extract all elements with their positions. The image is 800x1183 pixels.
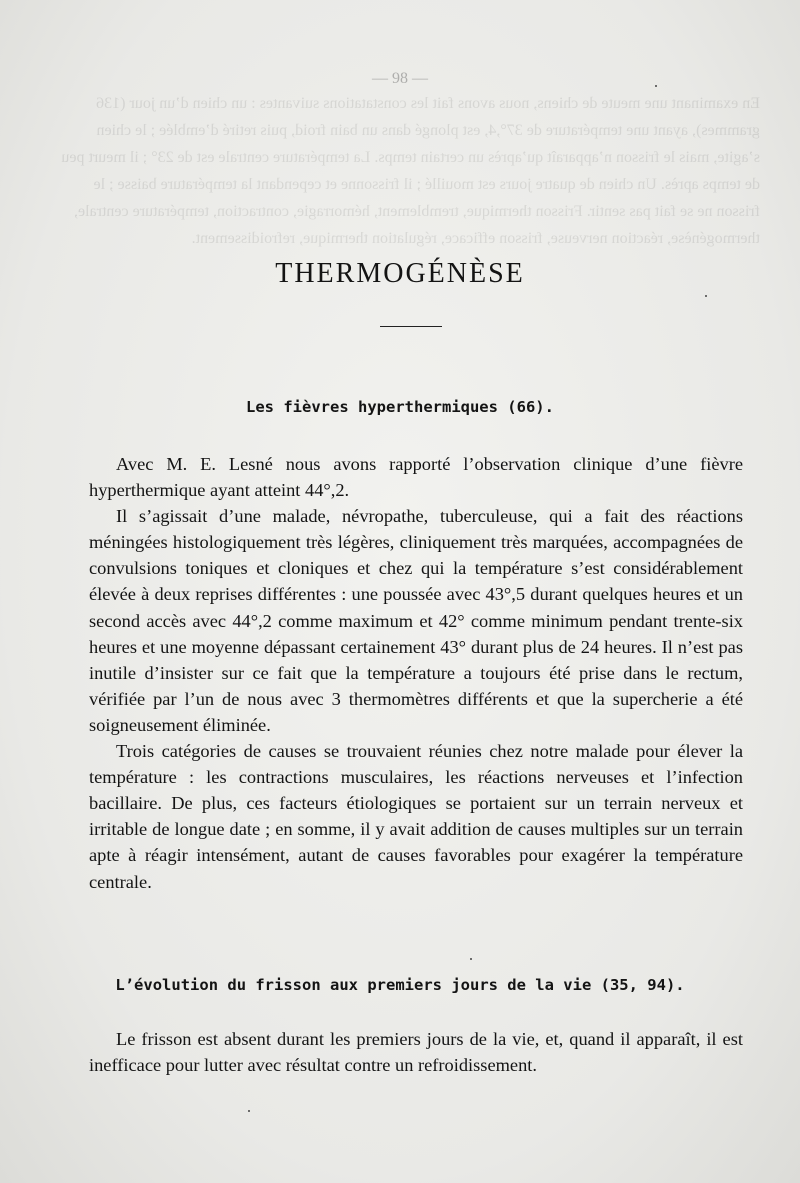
page-number: — 98 —	[372, 70, 428, 87]
paper-fleck	[705, 295, 707, 297]
paragraph: Le frisson est absent durant les premiers jours de la vie, et, quand il apparaît, il est inefficace pour lutter avec résultat contre un refroidissement.	[89, 1029, 743, 1076]
paper-fleck	[248, 1110, 250, 1112]
paper-fleck	[655, 85, 657, 87]
title-rule	[380, 326, 442, 327]
paper-fleck	[470, 958, 472, 960]
paragraph: Avec M. E. Lesné nous avons rapporté l’observation clinique d’une fièvre hyperthermique ayant atteint 44°,2.	[89, 454, 743, 501]
section-heading-frisson: L’évolution du frisson aux premiers jours de la vie (35, 94).	[115, 976, 685, 994]
section-body-frisson	[89, 1026, 743, 1078]
show-through-background: En examinant une meute de chiens, nous avons fait les constatations suivantes : un chien d’un jour (136 grammes), ayant une température de 37°,4, est plongé dans un bain froid, puis retiré d’emblée ; le chien s’agite, mais le frisson n’apparaît qu’après un certain temps. La température centrale est de 23° ; il meurt peu de temps après. Un chien de quatre jours est mouillé ; il frissonne et cependant la température baisse ; le frisson ne se fait pas sentir. Frisson thermique, tremblement, hémorragie, contraction, température centrale, thermogénèse, réaction nerveuse, frisson efficace, régulation thermique, refroidissement.	[61, 95, 760, 247]
chapter-title: THERMOGÉNÈSE	[275, 258, 525, 289]
paragraph: Trois catégories de causes se trouvaient réunies chez notre malade pour élever la température : les contractions musculaires, les réactions nerveuses et l’infection bacillaire. De plus, ces facteurs étiologiques se portaient sur un terrain nerveux et irritable de longue date ; en somme, il y avait addition de causes multiples sur un terrain apte à réagir intensément, autant de causes favorables pour exagérer la température centrale.	[89, 741, 743, 892]
paragraph: Il s’agissait d’une malade, névropathe, tuberculeuse, qui a fait des réactions méningées histologiquement très légères, cliniquement très marquées, accompagnées de convulsions toniques et cloniques et chez qui la température s’est considérablement élevée à deux reprises différentes : une poussée avec 43°,5 durant quelques heures et un second accès avec 44°,2 comme maximum et 42° comme minimum pendant trente-six heures et une moyenne dépassant certainement 43° durant plus de 24 heures. Il n’est pas inutile d’insister sur ce fait que la température a toujours été prise dans le rectum, vérifiée par l’un de nous avec 3 thermomètres différents et que la supercherie a été soigneusement éliminée.	[89, 506, 743, 735]
section-heading-fievres: Les fièvres hyperthermiques (66).	[246, 398, 554, 416]
section-body-fievres	[89, 451, 743, 895]
